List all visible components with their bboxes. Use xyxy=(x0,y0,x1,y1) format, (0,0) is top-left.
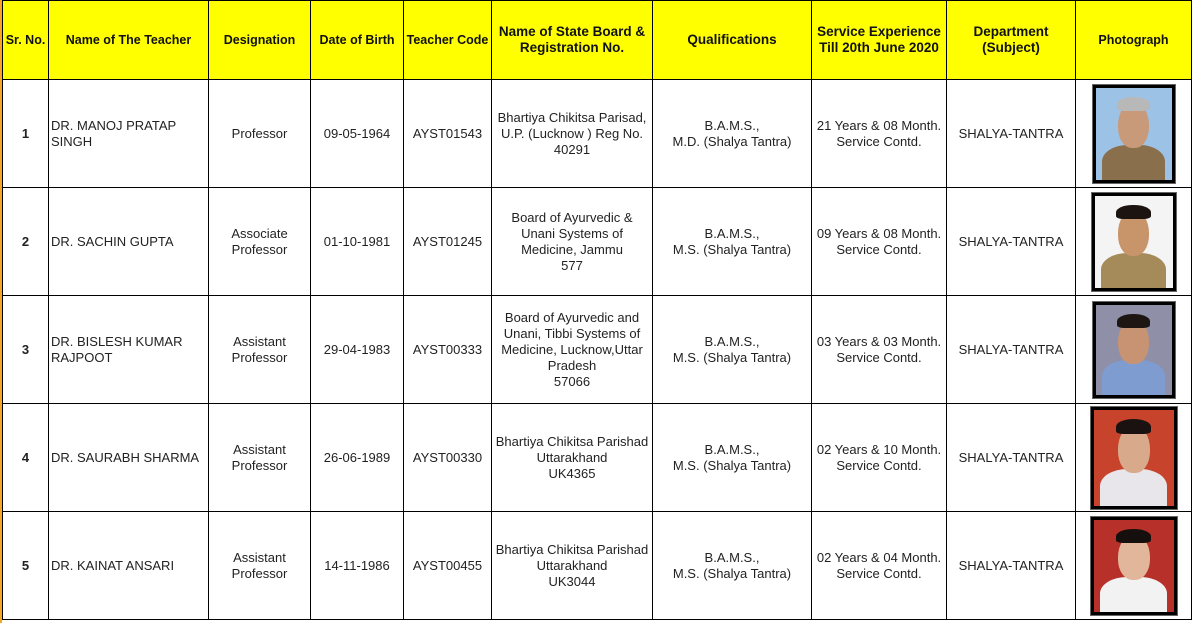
qualifications-cell: B.A.M.S., M.S. (Shalya Tantra) xyxy=(653,404,812,512)
teacher-photo xyxy=(1093,302,1175,398)
sr-no-cell: 3 xyxy=(3,296,49,404)
sr-no-cell: 4 xyxy=(3,404,49,512)
date-of-birth-cell: 29-04-1983 xyxy=(311,296,404,404)
teacher-code-cell: AYST01245 xyxy=(404,188,492,296)
date-of-birth-cell: 14-11-1986 xyxy=(311,512,404,620)
teacher-code-cell: AYST00333 xyxy=(404,296,492,404)
qualifications-cell: B.A.M.S., M.S. (Shalya Tantra) xyxy=(653,296,812,404)
designation-cell: Professor xyxy=(209,80,311,188)
designation-cell: Assistant Professor xyxy=(209,296,311,404)
photograph-cell xyxy=(1076,296,1192,404)
service-experience-cell: 02 Years & 04 Month. Service Contd. xyxy=(812,512,947,620)
teacher-table xyxy=(2,0,1192,620)
sr-no-cell: 1 xyxy=(3,80,49,188)
department-cell: SHALYA-TANTRA xyxy=(947,296,1076,404)
photograph-cell xyxy=(1076,80,1192,188)
service-experience-cell: 02 Years & 10 Month. Service Contd. xyxy=(812,404,947,512)
state-board-cell: Bhartiya Chikitsa Parishad Uttarakhand UK3044 xyxy=(492,512,653,620)
table-row xyxy=(3,296,1192,404)
header-qualifications: Qualifications xyxy=(653,1,812,80)
teacher-photo xyxy=(1092,193,1176,291)
date-of-birth-cell: 09-05-1964 xyxy=(311,80,404,188)
teacher-photo xyxy=(1093,85,1175,183)
teacher-code-cell: AYST00330 xyxy=(404,404,492,512)
designation-cell: Assistant Professor xyxy=(209,404,311,512)
sr-no-cell: 5 xyxy=(3,512,49,620)
table-row xyxy=(3,80,1192,188)
teacher-code-cell: AYST01543 xyxy=(404,80,492,188)
table-row xyxy=(3,404,1192,512)
service-experience-cell: 09 Years & 08 Month. Service Contd. xyxy=(812,188,947,296)
teacher-name-cell: DR. MANOJ PRATAP SINGH xyxy=(49,80,209,188)
header-service-experience: Service Experience Till 20th June 2020 xyxy=(812,1,947,80)
sr-no-cell: 2 xyxy=(3,188,49,296)
state-board-cell: Board of Ayurvedic and Unani, Tibbi Systems of Medicine, Lucknow,Uttar Pradesh 57066 xyxy=(492,296,653,404)
header-row xyxy=(3,1,1192,80)
header-photograph: Photograph xyxy=(1076,1,1192,80)
teacher-name-cell: DR. BISLESH KUMAR RAJPOOT xyxy=(49,296,209,404)
state-board-cell: Bhartiya Chikitsa Parishad Uttarakhand UK4365 xyxy=(492,404,653,512)
department-cell: SHALYA-TANTRA xyxy=(947,188,1076,296)
date-of-birth-cell: 26-06-1989 xyxy=(311,404,404,512)
header-teacher-name: Name of The Teacher xyxy=(49,1,209,80)
qualifications-cell: B.A.M.S., M.S. (Shalya Tantra) xyxy=(653,188,812,296)
teacher-photo xyxy=(1091,517,1177,615)
date-of-birth-cell: 01-10-1981 xyxy=(311,188,404,296)
header-sr-no: Sr. No. xyxy=(3,1,49,80)
teacher-name-cell: DR. SAURABH SHARMA xyxy=(49,404,209,512)
qualifications-cell: B.A.M.S., M.D. (Shalya Tantra) xyxy=(653,80,812,188)
photograph-cell xyxy=(1076,512,1192,620)
header-designation: Designation xyxy=(209,1,311,80)
teacher-code-cell: AYST00455 xyxy=(404,512,492,620)
state-board-cell: Bhartiya Chikitsa Parisad, U.P. (Lucknow ) Reg No. 40291 xyxy=(492,80,653,188)
header-teacher-code: Teacher Code xyxy=(404,1,492,80)
state-board-cell: Board of Ayurvedic & Unani Systems of Medicine, Jammu 577 xyxy=(492,188,653,296)
header-state-board: Name of State Board & Registration No. xyxy=(492,1,653,80)
department-cell: SHALYA-TANTRA xyxy=(947,80,1076,188)
header-department: Department (Subject) xyxy=(947,1,1076,80)
service-experience-cell: 21 Years & 08 Month. Service Contd. xyxy=(812,80,947,188)
photograph-cell xyxy=(1076,404,1192,512)
teacher-name-cell: DR. SACHIN GUPTA xyxy=(49,188,209,296)
department-cell: SHALYA-TANTRA xyxy=(947,512,1076,620)
qualifications-cell: B.A.M.S., M.S. (Shalya Tantra) xyxy=(653,512,812,620)
service-experience-cell: 03 Years & 03 Month. Service Contd. xyxy=(812,296,947,404)
header-date-of-birth: Date of Birth xyxy=(311,1,404,80)
table-row xyxy=(3,188,1192,296)
department-cell: SHALYA-TANTRA xyxy=(947,404,1076,512)
designation-cell: Assistant Professor xyxy=(209,512,311,620)
table-row xyxy=(3,512,1192,620)
teacher-name-cell: DR. KAINAT ANSARI xyxy=(49,512,209,620)
photograph-cell xyxy=(1076,188,1192,296)
designation-cell: Associate Professor xyxy=(209,188,311,296)
teacher-photo xyxy=(1091,407,1177,509)
